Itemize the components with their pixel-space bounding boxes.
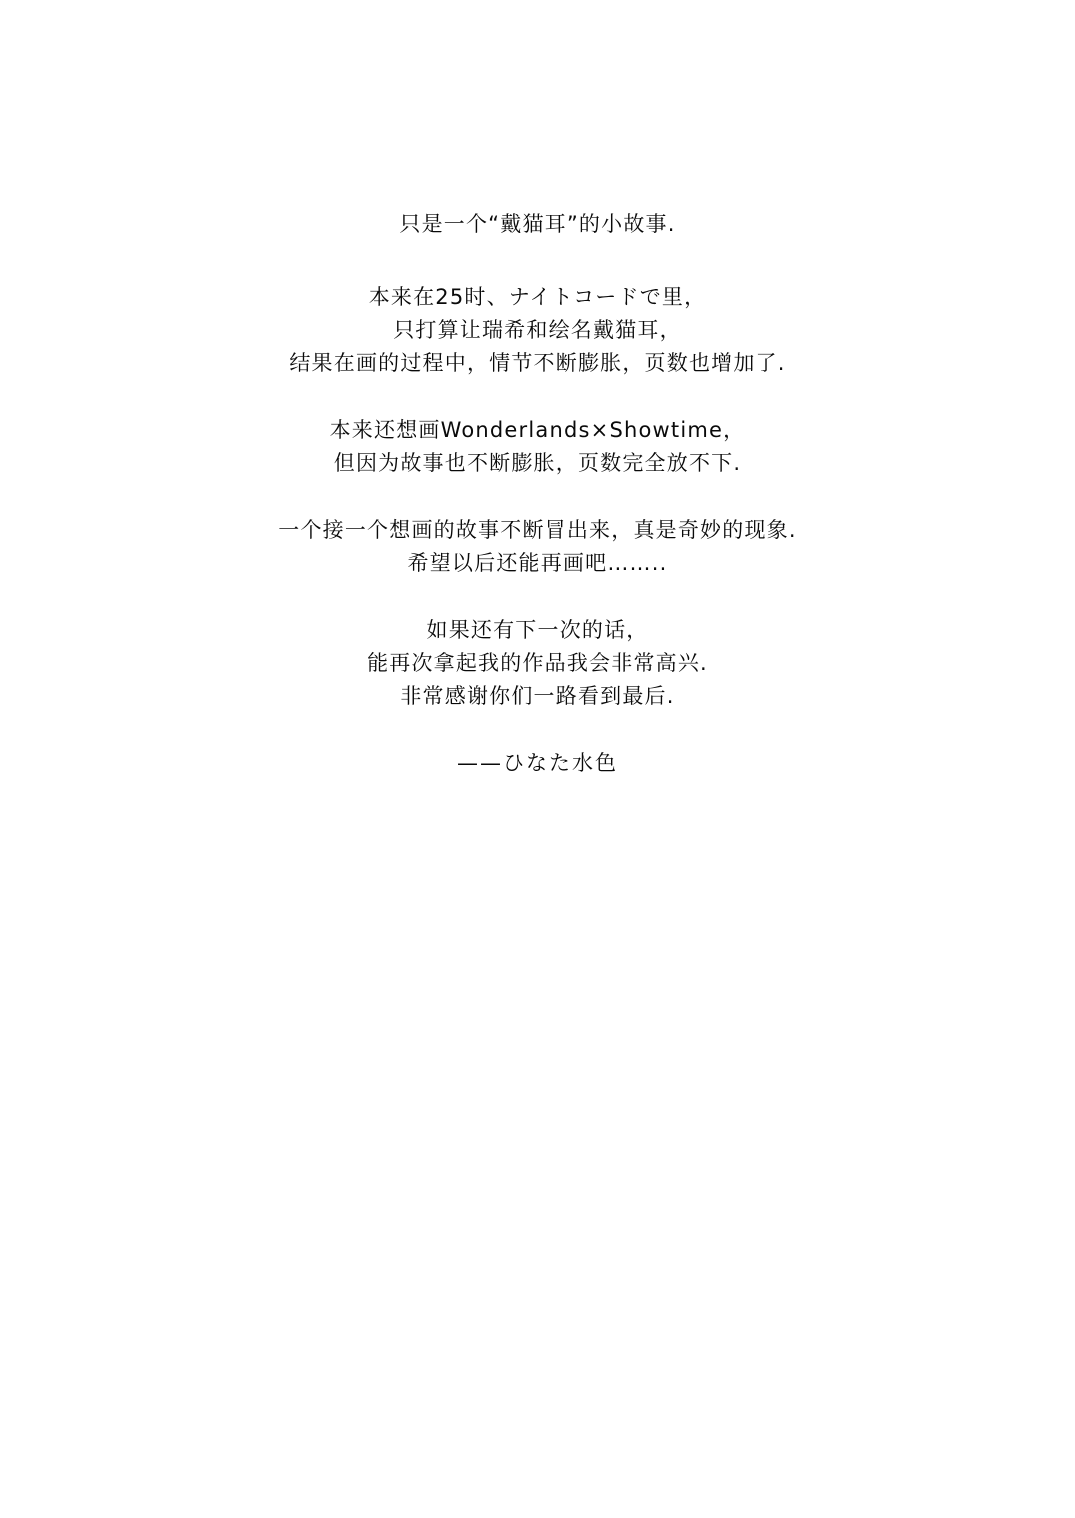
afterword-signature (0, 747, 1075, 780)
afterword-signature-line: ——ひなた水色 (457, 751, 618, 775)
afterword-title (0, 208, 1075, 241)
afterword-paragraph-4 (0, 614, 1075, 713)
afterword-paragraph-1 (0, 281, 1075, 380)
afterword-line: 结果在画的过程中，情节不断膨胀，页数也增加了. (289, 351, 786, 375)
afterword-line: 只打算让瑞希和绘名戴猫耳， (393, 318, 682, 342)
afterword-title-line: 只是一个“戴猫耳”的小故事. (399, 212, 676, 236)
afterword-paragraph-2 (0, 414, 1075, 480)
afterword-line: 本来还想画Wonderlands×Showtime， (329, 418, 746, 442)
afterword-block (0, 208, 1075, 780)
afterword-line: 本来在25时、ナイトコードで里， (368, 285, 707, 309)
afterword-line: 希望以后还能再画吧…….. (407, 551, 668, 575)
afterword-paragraph-3 (0, 514, 1075, 580)
afterword-line: 能再次拿起我的作品我会非常高兴. (367, 651, 708, 675)
afterword-line: 但因为故事也不断膨胀，页数完全放不下. (333, 451, 742, 475)
afterword-line: 如果还有下一次的话， (426, 618, 649, 642)
afterword-line: 一个接一个想画的故事不断冒出来，真是奇妙的现象. (278, 518, 797, 542)
afterword-line: 非常感谢你们一路看到最后. (400, 684, 675, 708)
